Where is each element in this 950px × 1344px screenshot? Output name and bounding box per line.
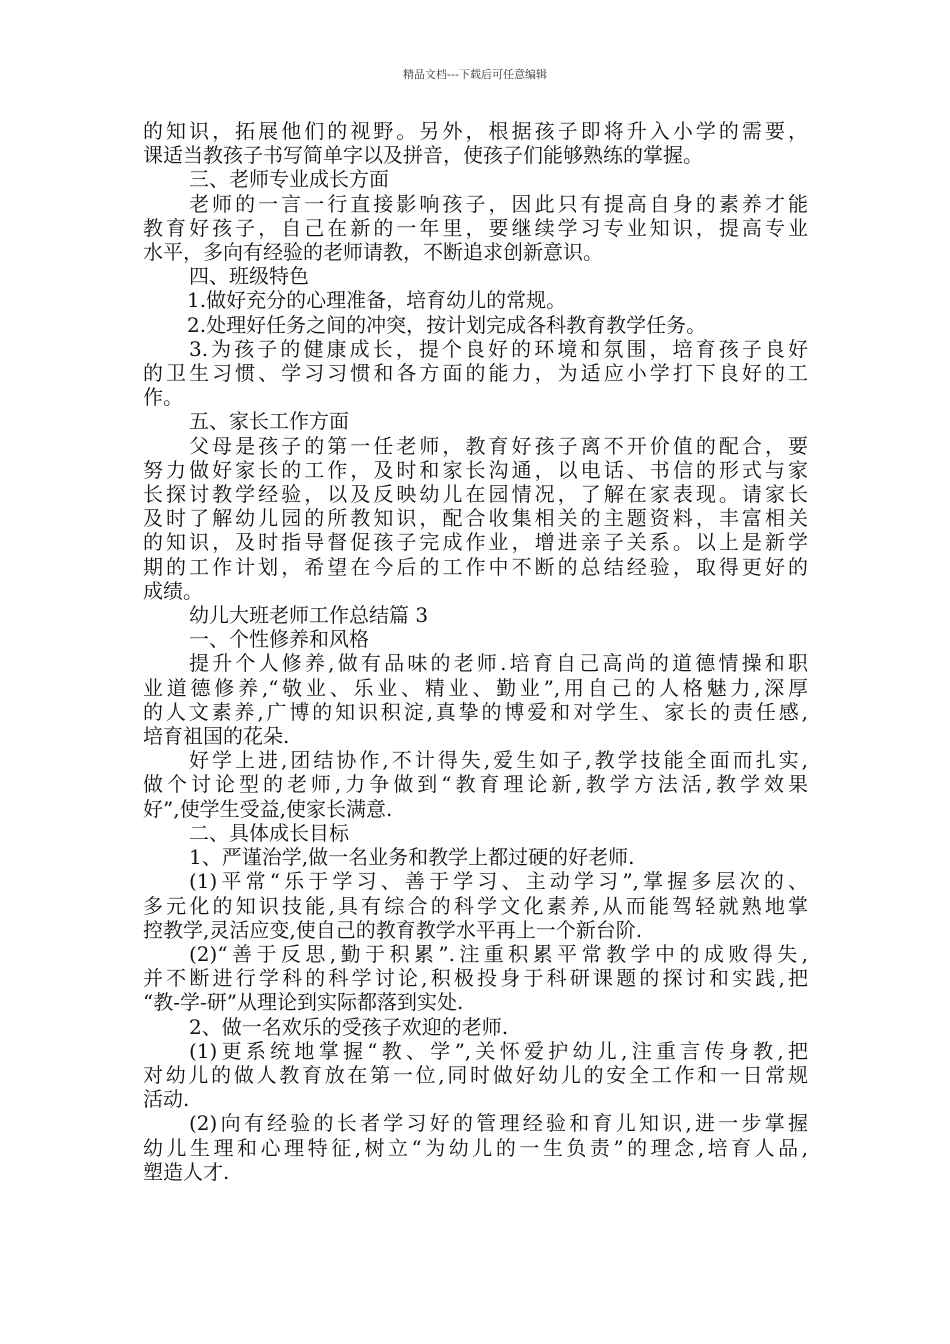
text-line: 课适当教孩子书写简单字以及拼音，使孩子们能够熟练的掌握。 xyxy=(143,143,703,168)
text-line: 的知识，及时指导督促孩子完成作业，增进亲子关系。以上是新学 xyxy=(143,530,808,555)
text-line: 五、家长工作方面 xyxy=(189,409,349,434)
text-line: (2)向有经验的长者学习好的管理经验和育儿知识,进一步掌握 xyxy=(189,1111,808,1136)
text-line: 努力做好家长的工作，及时和家长沟通，以电话、书信的形式与家 xyxy=(143,457,808,482)
text-line: 老师的一言一行直接影响孩子，因此只有提高自身的素养才能 xyxy=(189,191,808,216)
text-line: 对幼儿的做人教育放在第一位,同时做好幼儿的安全工作和一日常规 xyxy=(143,1062,808,1087)
text-line: 提升个人修养,做有品味的老师.培育自己高尚的道德情操和职 xyxy=(189,651,808,676)
text-line: 的卫生习惯、学习习惯和各方面的能力，为适应小学打下良好的工 xyxy=(143,361,808,386)
text-line: 父母是孩子的第一任老师，教育好孩子离不开价值的配合，要 xyxy=(189,433,808,458)
text-line: 长探讨教学经验，以及反映幼儿在园情况，了解在家表现。请家长 xyxy=(143,482,808,507)
text-line: 培育祖国的花朵. xyxy=(143,724,290,749)
text-line: 多元化的知识技能,具有综合的科学文化素养,从而能驾轻就熟地掌 xyxy=(143,893,808,918)
text-line: 控教学,灵活应变,使自己的教育教学水平再上一个新台阶. xyxy=(143,917,643,942)
text-line: 教育好孩子，自己在新的一年里，要继续学习专业知识，提高专业 xyxy=(143,215,808,240)
text-line: 成绩。 xyxy=(143,578,203,603)
text-line: 活动. xyxy=(143,1087,190,1112)
text-line: 期的工作计划，希望在今后的工作中不断的总结经验，取得更好的 xyxy=(143,554,808,579)
text-line: 做个讨论型的老师,力争做到“教育理论新,教学方法活,教学效果 xyxy=(143,772,808,797)
text-line: 2.处理好任务之间的冲突，按计划完成各科教育教学任务。 xyxy=(187,312,707,337)
text-line: 1、严谨治学,做一名业务和教学上都过硬的好老师. xyxy=(189,845,635,870)
text-line: 水平，多向有经验的老师请教，不断追求创新意识。 xyxy=(143,240,603,265)
text-line: 三、老师专业成长方面 xyxy=(189,167,389,192)
text-line: 并不断进行学科的科学讨论,积极投身于科研课题的探讨和实践,把 xyxy=(143,966,808,991)
text-line: 1.做好充分的心理准备，培育幼儿的常规。 xyxy=(187,288,567,313)
text-line: 一、个性修养和风格 xyxy=(189,627,369,652)
text-line: 3.为孩子的健康成长，提个良好的环境和氛围，培育孩子良好 xyxy=(189,336,808,361)
document-body xyxy=(143,119,808,1184)
page-header: 精品文档---下载后可任意编辑 xyxy=(403,68,547,81)
text-line: 及时了解幼儿园的所教知识，配合收集相关的主题资料，丰富相关 xyxy=(143,506,808,531)
text-line: (2)“善于反思,勤于积累”.注重积累平常教学中的成败得失, xyxy=(189,941,808,966)
text-line: 2、做一名欢乐的受孩子欢迎的老师. xyxy=(189,1014,509,1039)
text-line: “教-学-研”从理论到实际都落到实处. xyxy=(143,990,464,1015)
text-line: 业道德修养,“敬业、乐业、精业、勤业”,用自己的人格魅力,深厚 xyxy=(143,675,808,700)
text-line: (1)平常“乐于学习、善于学习、主动学习”,掌握多层次的、 xyxy=(189,869,808,894)
text-line: 二、具体成长目标 xyxy=(189,820,349,845)
text-line: 作。 xyxy=(143,385,183,410)
text-line: 幼儿生理和心理特征,树立“为幼儿的一生负责”的理念,培育人品, xyxy=(143,1135,808,1160)
text-line: 的知识，拓展他们的视野。另外，根据孩子即将升入小学的需要， xyxy=(143,119,808,143)
text-line: 塑造人才. xyxy=(143,1159,230,1184)
text-line: 的人文素养,广博的知识积淀,真挚的博爱和对学生、家长的责任感, xyxy=(143,699,808,724)
text-line: 幼儿大班老师工作总结篇 3 xyxy=(189,603,429,628)
text-line: 四、班级特色 xyxy=(189,264,309,289)
text-line: 好学上进,团结协作,不计得失,爱生如子,教学技能全面而扎实, xyxy=(189,748,808,773)
text-line: (1)更系统地掌握“教、学”,关怀爱护幼儿,注重言传身教,把 xyxy=(189,1038,808,1063)
text-line: 好”,使学生受益,使家长满意. xyxy=(143,796,393,821)
